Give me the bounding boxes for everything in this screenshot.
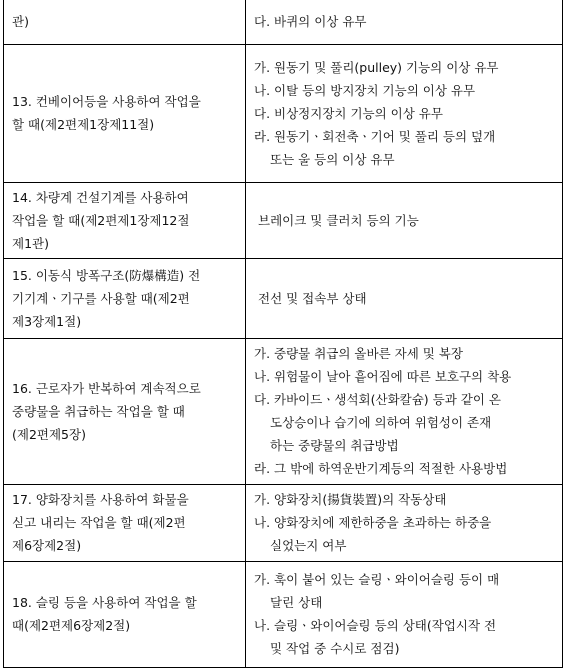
work-cell [4,182,246,258]
work-cell [4,0,246,44]
work-cell [4,258,246,338]
list-item: 나. 이탈 등의 방지장치 기능의 이상 유무 [254,82,476,98]
work-cell [4,484,246,561]
work-cell [4,44,246,182]
cell-line: (제2편제5장) [12,426,86,442]
table-row [4,338,563,484]
cell-line: 15. 이동식 방폭구조(防爆構造) 전 [12,267,201,283]
list-item: 전선 및 접속부 상태 [258,290,367,306]
inspection-cell [246,561,563,667]
inspection-table [3,0,563,668]
cell-line: 14. 차량계 건설기계를 사용하여 [12,189,189,205]
cell-line: 16. 근로자가 반복하여 계속적으로 [12,380,201,396]
cell-line: 13. 컨베이어등을 사용하여 작업을 [12,94,201,109]
list-item: 다. 카바이드ㆍ생석회(산화칼슘) 등과 같이 온 도상승이나 습기에 의하여 위험성이 존재 하는 중량물의 취급방법 [254,392,501,453]
cell-line: 때(제2편제6장제2절) [12,618,131,633]
cell-line: 제3장제1절) [12,313,82,329]
cell-line: 싣고 내리는 작업을 할 때(제2편 [12,515,186,530]
list-item: 다. 바퀴의 이상 유무 [254,14,367,30]
table-row [4,484,563,561]
cell-line: 제6장제2절) [12,538,82,553]
list-item: 가. 원동기 및 풀리(pulley) 기능의 이상 유무 [254,59,499,75]
inspection-cell [246,258,563,338]
list-item: 라. 원동기ㆍ회전축ㆍ기어 및 풀리 등의 덮개 또는 울 등의 이상 유무 [254,128,496,167]
list-item: 가. 양화장치(揚貨裝置)의 작동상태 [254,492,447,507]
cell-line: 작업을 할 때(제2편제1장제12절 [12,212,190,228]
table-row [4,258,563,338]
cell-line: 제1관) [12,235,49,251]
table-row [4,561,563,667]
inspection-cell [246,0,563,44]
list-item: 라. 그 밖에 하역운반기계등의 적절한 사용방법 [254,461,508,476]
inspection-cell [246,182,563,258]
list-item: 다. 비상정지장치 기능의 이상 유무 [254,105,443,121]
table-row [4,44,563,182]
cell-line: 18. 슬링 등을 사용하여 작업을 할 [12,595,197,610]
cell-line: 관) [12,14,29,30]
work-cell [4,561,246,667]
table-row [4,182,563,258]
table-row [4,0,563,44]
cell-line: 17. 양화장치를 사용하여 화물을 [12,492,189,507]
cell-line: 기기계ㆍ기구를 사용할 때(제2편 [12,290,190,306]
inspection-cell [246,44,563,182]
list-item: 가. 훅이 붙어 있는 슬링ㆍ와이어슬링 등이 매 달린 상태 [254,572,500,610]
work-cell [4,338,246,484]
inspection-cell [246,484,563,561]
list-item: 가. 중량물 취급의 올바른 자세 및 복장 [254,346,463,361]
list-item: 나. 위험물이 날아 흩어짐에 따른 보호구의 착용 [254,369,512,384]
list-item: 나. 슬링ㆍ와이어슬링 등의 상태(작업시작 전 및 작업 중 수시로 점검) [254,618,497,656]
inspection-cell [246,338,563,484]
cell-line: 할 때(제2편제1장제11절) [12,117,155,132]
cell-line: 중량물을 취급하는 작업을 할 때 [12,403,185,419]
list-item: 브레이크 및 클러치 등의 기능 [258,212,419,228]
list-item: 나. 양화장치에 제한하중을 초과하는 하중을 실었는지 여부 [254,515,492,553]
